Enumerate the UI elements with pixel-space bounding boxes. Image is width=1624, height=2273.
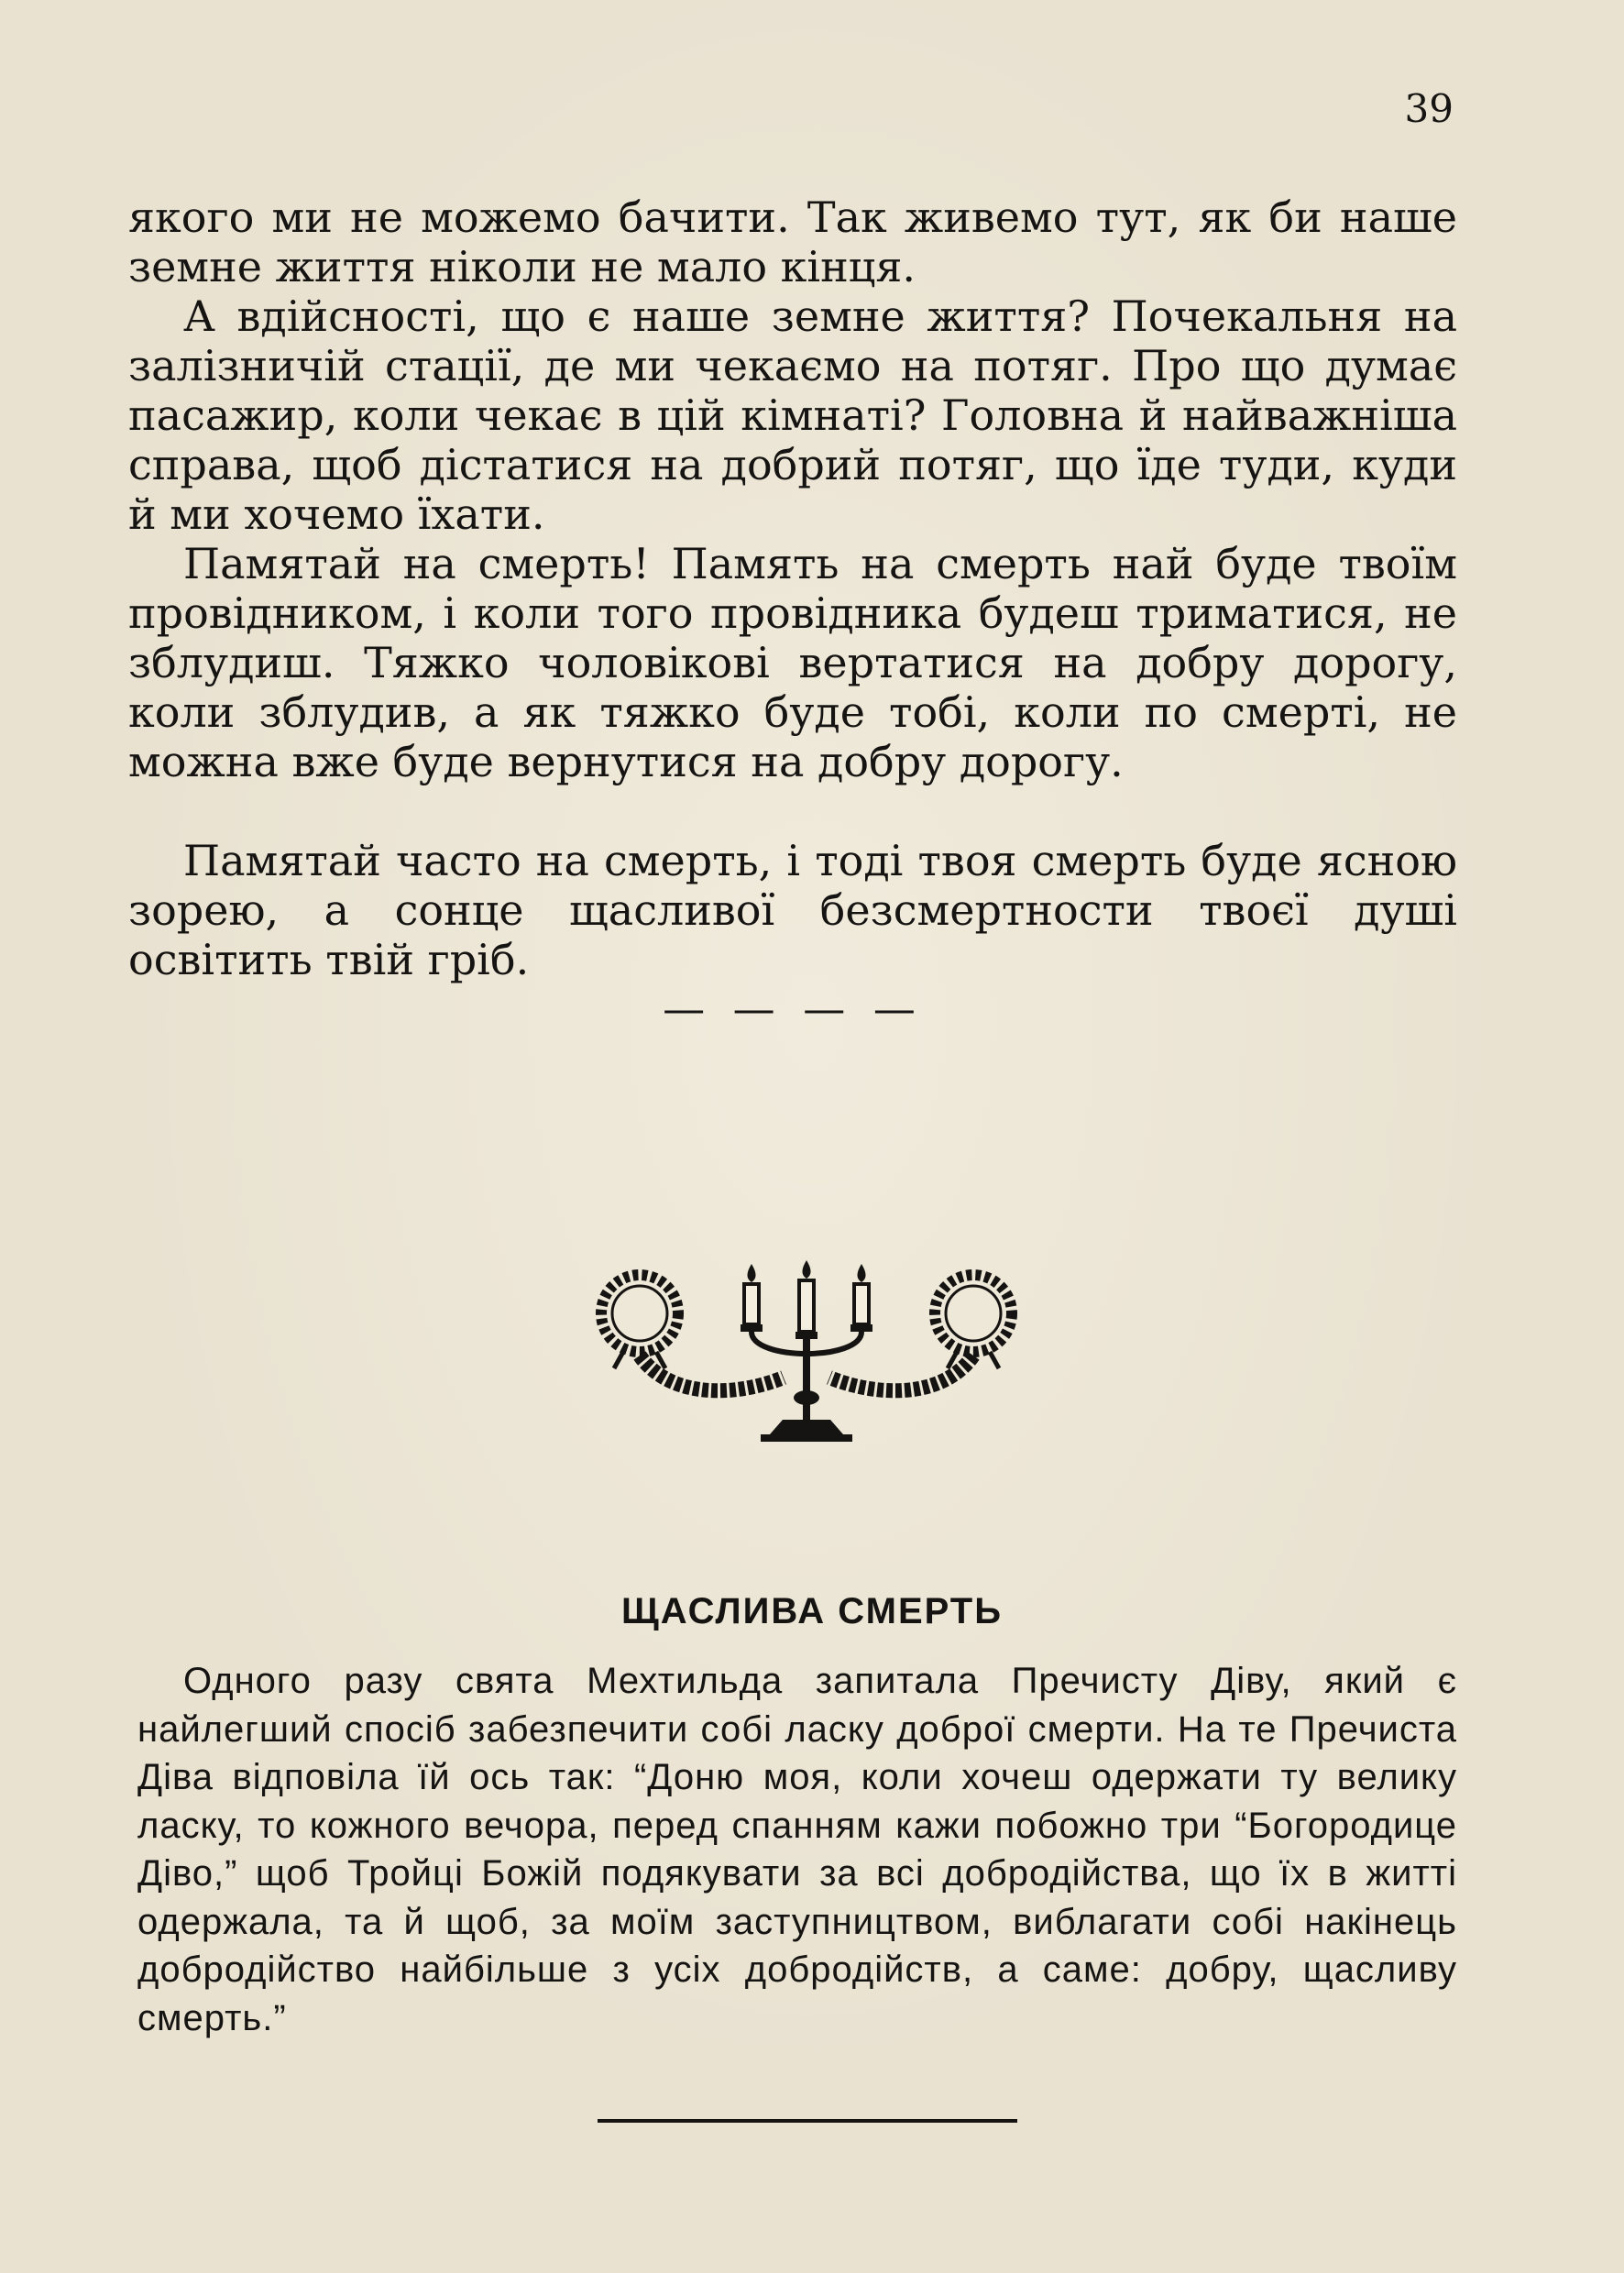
page-number: 39: [1404, 86, 1454, 131]
paragraph-remember-often: Памятай часто на смерть, і тоді твоя смерть буде ясною зорею, а сонце щасливої безсмертности твоєї душі освітить твій гріб.: [128, 836, 1457, 984]
main-text-block: [128, 192, 1457, 1033]
section-separator: — — — —: [663, 983, 923, 1033]
section-text-block: [137, 1657, 1457, 2042]
end-rule: [598, 2119, 1017, 2123]
candelabra-with-wreaths-icon: [587, 1260, 1026, 1453]
paragraph-waiting-room: А вдійсності, що є наше земне життя? Почекальня на залізничій стації, де ми чекаємо на потяг. Про що думає пасажир, коли чекає в цій кімнаті? Головна й найважніша справа, щоб дістатися на добрий потяг, що їде туди, куди й ми хочемо їхати.: [128, 291, 1457, 539]
section-title: ЩАСЛИВА СМЕРТЬ: [621, 1591, 1003, 1631]
paragraph-continuation: якого ми не можемо бачити. Так живемо тут, як би наше земне життя ніколи не мало кінця.: [128, 192, 1457, 291]
paragraph-remember-death: Памятай на смерть! Память на смерть най буде твоїм провідником, і коли того провідника будеш триматися, не зблудиш. Тяжко чоловікові вертатися на добру дорогу, коли зблудив, а як тяжко буде тобі, коли по смерті, не можна вже буде вернутися на добру дорогу.: [128, 539, 1457, 786]
section-paragraph: Одного разу свята Мехтильда запитала Пречисту Діву, який є найлегший спосіб забезпечити собі ласку доброї смерти. На те Пречиста Діва відповіла їй ось так: “Доню моя, коли хочеш одержати ту велику ласку, то кожного вечора, перед спанням кажи побожно три “Богородице Діво,” щоб Тройці Божій подякувати за всі добродійства, що їх в житті одержала, та й щоб, за моїм заступництвом, виблагати собі накінець добродійство найбільше з усіх добродійств, а саме: добру, щасливу смерть.”: [137, 1661, 1457, 2038]
